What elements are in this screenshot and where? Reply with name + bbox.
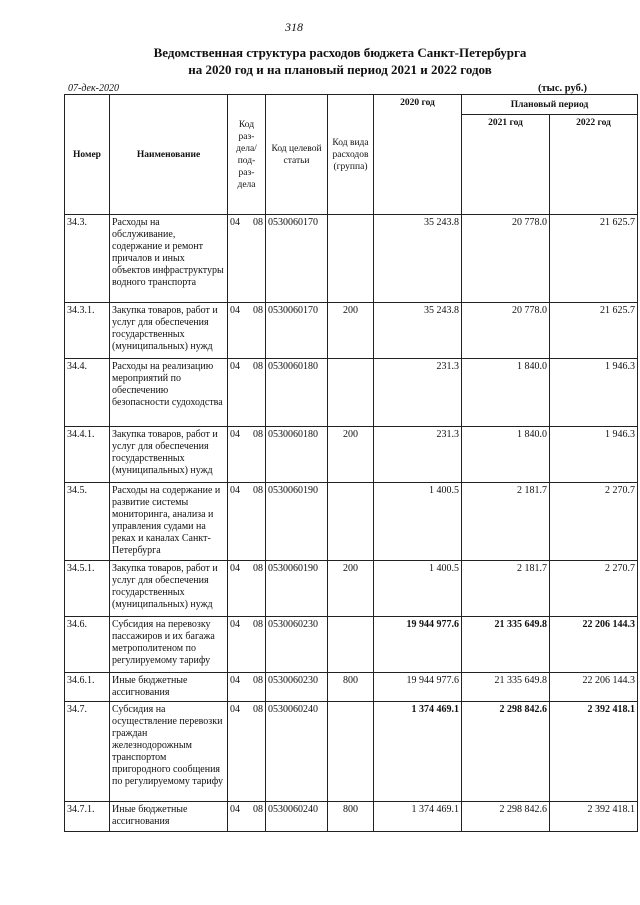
row-value-2022: 21 625.7: [550, 303, 638, 359]
row-value-2022: 22 206 144.3: [550, 617, 638, 673]
row-number: 34.7.: [65, 702, 110, 802]
row-target-code: 0530060190: [266, 483, 328, 561]
row-target-code: 0530060240: [266, 702, 328, 802]
page-number: 318: [285, 20, 303, 34]
row-expense-type: [328, 359, 374, 427]
row-section: 04: [230, 619, 240, 630]
row-section: 04: [230, 305, 240, 316]
header-expense-type-code: Код вида расходов (группа): [328, 95, 374, 215]
row-value-2022: 1 946.3: [550, 359, 638, 427]
row-value-2022: 2 392 418.1: [550, 802, 638, 832]
row-value-2020: 1 374 469.1: [374, 702, 462, 802]
header-number: Номер: [65, 95, 110, 215]
row-section: 04: [230, 429, 240, 440]
row-value-2021: 2 181.7: [462, 483, 550, 561]
row-value-2021: 2 181.7: [462, 561, 550, 617]
row-section: 04: [230, 361, 240, 372]
header-2022: 2022 год: [550, 115, 638, 215]
row-target-code: 0530060170: [266, 215, 328, 303]
row-name: Закупка товаров, работ и услуг для обеспечения государственных (муниципальных) нужд: [110, 561, 228, 617]
row-section-code: [228, 673, 266, 702]
table-row: [65, 427, 638, 483]
row-section-code: [228, 702, 266, 802]
row-value-2020: 1 374 469.1: [374, 802, 462, 832]
row-value-2020: 1 400.5: [374, 483, 462, 561]
row-value-2021: 1 840.0: [462, 427, 550, 483]
row-number: 34.6.1.: [65, 673, 110, 702]
table-body: [65, 215, 638, 832]
row-name: Расходы на реализацию мероприятий по обеспечению безопасности судоходства: [110, 359, 228, 427]
row-section-code: [228, 215, 266, 303]
row-target-code: 0530060240: [266, 802, 328, 832]
row-section: 04: [230, 704, 240, 715]
table-row: [65, 702, 638, 802]
document-title-line-1: Ведомственная структура расходов бюджета Санкт-Петербурга: [153, 45, 527, 60]
row-number: 34.7.1.: [65, 802, 110, 832]
header-2020: 2020 год: [374, 95, 462, 215]
row-target-code: 0530060230: [266, 673, 328, 702]
row-expense-type: [328, 702, 374, 802]
row-value-2020: 19 944 977.6: [374, 673, 462, 702]
row-section-code: [228, 561, 266, 617]
row-name: Иные бюджетные ассигнования: [110, 802, 228, 832]
row-section: 04: [230, 485, 240, 496]
row-value-2020: 19 944 977.6: [374, 617, 462, 673]
row-expense-type: 800: [328, 673, 374, 702]
row-target-code: 0530060190: [266, 561, 328, 617]
row-target-code: 0530060170: [266, 303, 328, 359]
table-row: [65, 617, 638, 673]
row-value-2021: 20 778.0: [462, 303, 550, 359]
row-section-code: [228, 617, 266, 673]
table-row: [65, 483, 638, 561]
document-date: 07-дек-2020: [68, 83, 119, 94]
table-row: [65, 303, 638, 359]
row-value-2021: 21 335 649.8: [462, 673, 550, 702]
row-section: 04: [230, 804, 240, 815]
row-subsection: 08: [253, 361, 263, 372]
row-name: Расходы на обслуживание, содержание и ремонт причалов и иных объектов инфраструктуры водного транспорта: [110, 215, 228, 303]
row-name: Субсидия на перевозку пассажиров и их багажа метрополитеном по регулируемому тарифу: [110, 617, 228, 673]
row-value-2021: 2 298 842.6: [462, 702, 550, 802]
row-expense-type: 800: [328, 802, 374, 832]
row-section-code: [228, 802, 266, 832]
header-name: Наименование: [110, 95, 228, 215]
row-expense-type: 200: [328, 303, 374, 359]
row-value-2022: 2 392 418.1: [550, 702, 638, 802]
row-value-2020: 35 243.8: [374, 303, 462, 359]
row-name: Закупка товаров, работ и услуг для обеспечения государственных (муниципальных) нужд: [110, 303, 228, 359]
row-value-2021: 21 335 649.8: [462, 617, 550, 673]
table-row: [65, 802, 638, 832]
row-subsection: 08: [253, 704, 263, 715]
header-target-code: Код целевой статьи: [266, 95, 328, 215]
row-section-code: [228, 359, 266, 427]
row-subsection: 08: [253, 485, 263, 496]
header-2021: 2021 год: [462, 115, 550, 215]
row-value-2021: 20 778.0: [462, 215, 550, 303]
row-value-2022: 2 270.7: [550, 561, 638, 617]
row-number: 34.4.: [65, 359, 110, 427]
row-expense-type: [328, 617, 374, 673]
table-row: [65, 359, 638, 427]
row-value-2020: 231.3: [374, 359, 462, 427]
row-value-2020: 35 243.8: [374, 215, 462, 303]
row-target-code: 0530060180: [266, 427, 328, 483]
units-label: (тыс. руб.): [538, 83, 587, 94]
row-name: Закупка товаров, работ и услуг для обеспечения государственных (муниципальных) нужд: [110, 427, 228, 483]
row-number: 34.3.1.: [65, 303, 110, 359]
row-subsection: 08: [253, 305, 263, 316]
table-row: [65, 561, 638, 617]
row-expense-type: 200: [328, 427, 374, 483]
row-subsection: 08: [253, 563, 263, 574]
row-number: 34.5.1.: [65, 561, 110, 617]
table-row: [65, 673, 638, 702]
row-subsection: 08: [253, 429, 263, 440]
row-number: 34.3.: [65, 215, 110, 303]
header-planned-period: Плановый период: [462, 95, 638, 115]
row-section-code: [228, 427, 266, 483]
table-row: [65, 215, 638, 303]
row-name: Иные бюджетные ассигнования: [110, 673, 228, 702]
row-expense-type: [328, 215, 374, 303]
row-section: 04: [230, 675, 240, 686]
row-name: Расходы на содержание и развитие системы мониторинга, анализа и управления судами на реках и каналах Санкт-Петербурга: [110, 483, 228, 561]
row-value-2022: 21 625.7: [550, 215, 638, 303]
row-subsection: 08: [253, 804, 263, 815]
row-value-2022: 22 206 144.3: [550, 673, 638, 702]
row-section: 04: [230, 563, 240, 574]
document-title-line-2: на 2020 год и на плановый период 2021 и 2022 годов: [188, 62, 492, 77]
row-expense-type: 200: [328, 561, 374, 617]
row-section-code: [228, 303, 266, 359]
row-section: 04: [230, 217, 240, 228]
row-expense-type: [328, 483, 374, 561]
budget-table: [64, 94, 638, 832]
row-number: 34.4.1.: [65, 427, 110, 483]
row-subsection: 08: [253, 217, 263, 228]
row-subsection: 08: [253, 619, 263, 630]
row-number: 34.5.: [65, 483, 110, 561]
row-value-2022: 1 946.3: [550, 427, 638, 483]
row-name: Субсидия на осуществление перевозки граждан железнодорожным транспортом пригородного сообщения по регулируемому тарифу: [110, 702, 228, 802]
row-section-code: [228, 483, 266, 561]
row-value-2021: 1 840.0: [462, 359, 550, 427]
header-section-code: Код раз- дела/ под- раз- дела: [228, 95, 266, 215]
row-target-code: 0530060230: [266, 617, 328, 673]
row-number: 34.6.: [65, 617, 110, 673]
row-target-code: 0530060180: [266, 359, 328, 427]
row-value-2021: 2 298 842.6: [462, 802, 550, 832]
row-value-2020: 1 400.5: [374, 561, 462, 617]
row-value-2020: 231.3: [374, 427, 462, 483]
row-value-2022: 2 270.7: [550, 483, 638, 561]
row-subsection: 08: [253, 675, 263, 686]
